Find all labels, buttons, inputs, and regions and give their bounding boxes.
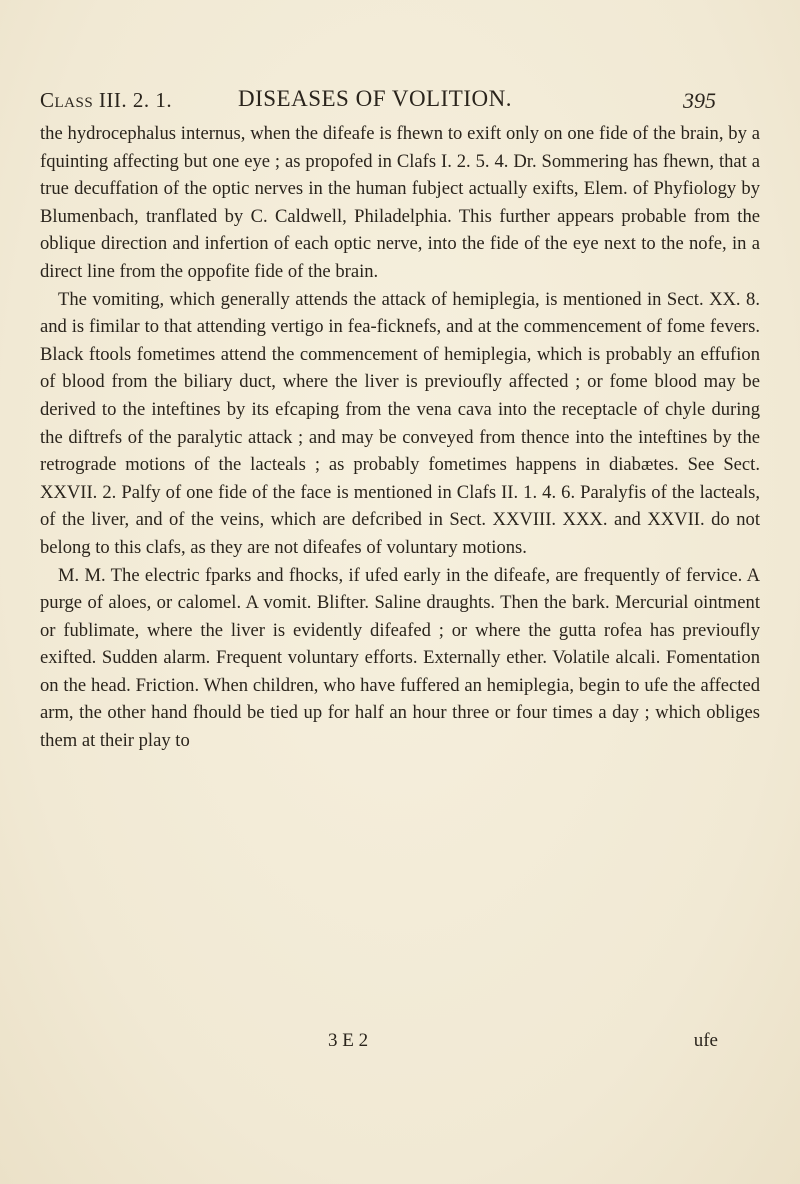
signature-mark: 3 E 2 <box>328 1030 369 1051</box>
chapter-title: DISEASES OF VOLITION. <box>238 86 512 111</box>
running-header <box>40 82 760 116</box>
page-number: 395 <box>683 88 716 113</box>
catchword: ufe <box>693 1030 718 1051</box>
paragraph-3: M. M. The electric fparks and fhocks, if ufed early in the difeafe, are frequently of fervice. A purge of aloes, or calomel. A vomit. Blifter. Saline draughts. Then the bark. Mercurial ointment or fublimate, where the liver is evidently difeafed ; or where the gutta rofea has previoufly exifted. Sudden alarm. Frequent voluntary efforts. Externally ether. Volatile alcali. Fomentation on the head. Friction. When children, who have fuffered an hemiplegia, begin to ufe the affected arm, the other hand fhould be tied up for half an hour three or four times a day ; which obliges them at their play to <box>40 564 760 752</box>
body-text <box>40 120 760 755</box>
paragraph-1: the hydrocephalus internus, when the difeafe is fhewn to exift only on one fide of the brain, by a fquinting affecting but one eye ; as propofed in Clafs I. 2. 5. 4. Dr. Sommering has fhewn, that a true decuffation of the optic nerves in the human fubject actually exifts, Elem. of Phyfiology by Blumenbach, tranflated by C. Caldwell, Philadelphia. This further appears probable from the oblique direction and infertion of each optic nerve, into the fide of the eye next to the nofe, in a direct line from the oppofite fide of the brain. <box>40 123 760 282</box>
page-footer <box>40 1030 760 1060</box>
paragraph-2: The vomiting, which generally attends the attack of hemiplegia, is mentioned in Sect. XX. 8. and is fimilar to that attending vertigo in fea-ficknefs, and at the commencement of fome fevers. Black ftools fometimes attend the commencement of hemiplegia, which is probably an effufion of blood from the biliary duct, where the liver is previoufly affected ; or fome blood may be derived to the inteftines by its efcaping from the vena cava into the receptacle of chyle during the diftrefs of the paralytic attack ; and may be conveyed from thence into the inteftines by the retrograde motions of the lacteals ; as probably fometimes happens in diabætes. See Sect. XXVII. 2. Palfy of one fide of the face is mentioned in Clafs II. 1. 4. 6. Paralyfis of the lacteals, of the liver, and of the veins, which are defcribed in Sect. XXVIII. XXX. and XXVII. do not belong to this clafs, as they are not difeafes of voluntary motions. <box>40 288 760 558</box>
class-reference: Class III. 2. 1. <box>40 88 173 112</box>
